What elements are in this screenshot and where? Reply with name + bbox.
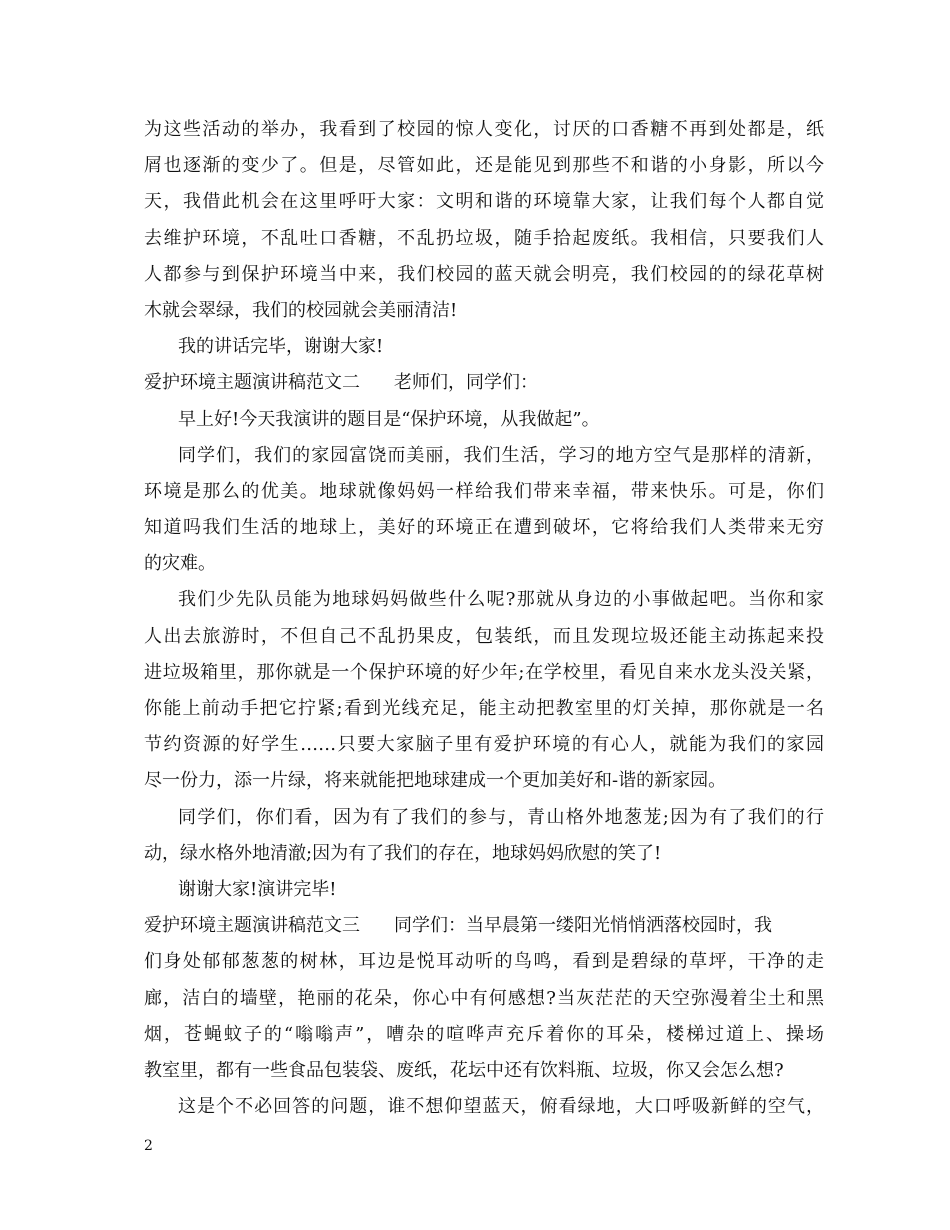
section-heading-line bbox=[144, 908, 824, 944]
paragraph-line: 为这些活动的举办，我看到了校园的惊人变化，讨厌的口香糖不再到处都是，纸 bbox=[144, 119, 824, 140]
paragraph-line: 动，绿水格外地清澈;因为有了我们的存在，地球妈妈欣慰的笑了! bbox=[144, 842, 662, 864]
paragraph-line: 早上好!今天我演讲的题目是“保护环境，从我做起”。 bbox=[178, 408, 600, 430]
paragraph-line: 屑也逐渐的变少了。但是，尽管如此，还是能见到那些不和谐的小身影，所以今 bbox=[144, 155, 824, 177]
paragraph-line: 环境是那么的优美。地球就像妈妈一样给我们带来幸福，带来快乐。可是，你们 bbox=[144, 480, 824, 502]
paragraph-line: 天，我借此机会在这里呼吁大家：文明和谐的环境靠大家，让我们每个人都自觉 bbox=[144, 191, 824, 213]
closing-line: 谢谢大家!演讲完毕! bbox=[178, 878, 337, 900]
paragraph-line: 木就会翠绿，我们的校园就会美丽清洁! bbox=[144, 299, 458, 321]
paragraph-line: 去维护环境，不乱吐口香糖，不乱扔垃圾，随手拾起废纸。我相信，只要我们人 bbox=[144, 227, 824, 249]
paragraph-line: 知道吗我们生活的地球上，美好的环境正在遭到破坏，它将给我们人类带来无穷 bbox=[144, 517, 824, 539]
paragraph-line: 同学们，你们看，因为有了我们的参与，青山格外地葱茏;因为有了我们的行 bbox=[178, 806, 824, 828]
paragraph-line: 你能上前动手把它拧紧;看到光线充足，能主动把教室里的灯关掉，那你就是一名 bbox=[144, 698, 824, 719]
paragraph-line: 同学们，我们的家园富饶而美丽，我们生活，学习的地方空气是那样的清新， bbox=[178, 444, 824, 466]
paragraph-line: 的灾难。 bbox=[144, 553, 216, 575]
paragraph-line: 教室里，都有一些食品包装袋、废纸，花坛中还有饮料瓶、垃圾，你又会怎么想? bbox=[144, 1059, 784, 1081]
section-heading: 爱护环境主题演讲稿范文二 bbox=[144, 372, 360, 394]
paragraph-line: 人都参与到保护环境当中来，我们校园的蓝天就会明亮，我们校园的的绿花草树 bbox=[144, 263, 824, 285]
paragraph-line: 节约资源的好学生……只要大家脑子里有爱护环境的有心人，就能为我们的家园 bbox=[144, 734, 824, 756]
document-body bbox=[144, 112, 824, 1125]
salutation: 老师们，同学们： bbox=[394, 372, 538, 394]
paragraph-line: 廊，洁白的墙壁，艳丽的花朵，你心中有何感想?当灰茫茫的天空弥漫着尘土和黑 bbox=[144, 987, 824, 1009]
section-heading: 爱护环境主题演讲稿范文三 bbox=[144, 915, 360, 937]
page-number: 2 bbox=[144, 1138, 153, 1154]
section-heading-line bbox=[144, 365, 824, 401]
closing-line: 我的讲话完毕，谢谢大家! bbox=[178, 336, 384, 358]
paragraph-line: 们身处郁郁葱葱的树林，耳边是悦耳动听的鸟鸣，看到是碧绿的草坪，干净的走 bbox=[144, 951, 824, 973]
paragraph-line: 人出去旅游时，不但自己不乱扔果皮，包装纸，而且发现垃圾还能主动拣起来投 bbox=[144, 625, 824, 647]
paragraph-line: 烟，苍蝇蚊子的“嗡嗡声”，嘈杂的喧哗声充斥着你的耳朵，楼梯过道上、操场 bbox=[144, 1023, 824, 1045]
paragraph-start: 同学们：当早晨第一缕阳光悄悄洒落校园时，我 bbox=[394, 915, 772, 937]
paragraph-line: 进垃圾箱里，那你就是一个保护环境的好少年;在学校里，看见自来水龙头没关紧， bbox=[144, 661, 824, 683]
paragraph-line: 尽一份力，添一片绿，将来就能把地球建成一个更加美好和-谐的新家园。 bbox=[144, 770, 727, 792]
paragraph-line: 我们少先队员能为地球妈妈做些什么呢?那就从身边的小事做起吧。当你和家 bbox=[178, 589, 824, 611]
paragraph-line: 这是个不必回答的问题，谁不想仰望蓝天，俯看绿地，大口呼吸新鲜的空气， bbox=[178, 1096, 824, 1118]
